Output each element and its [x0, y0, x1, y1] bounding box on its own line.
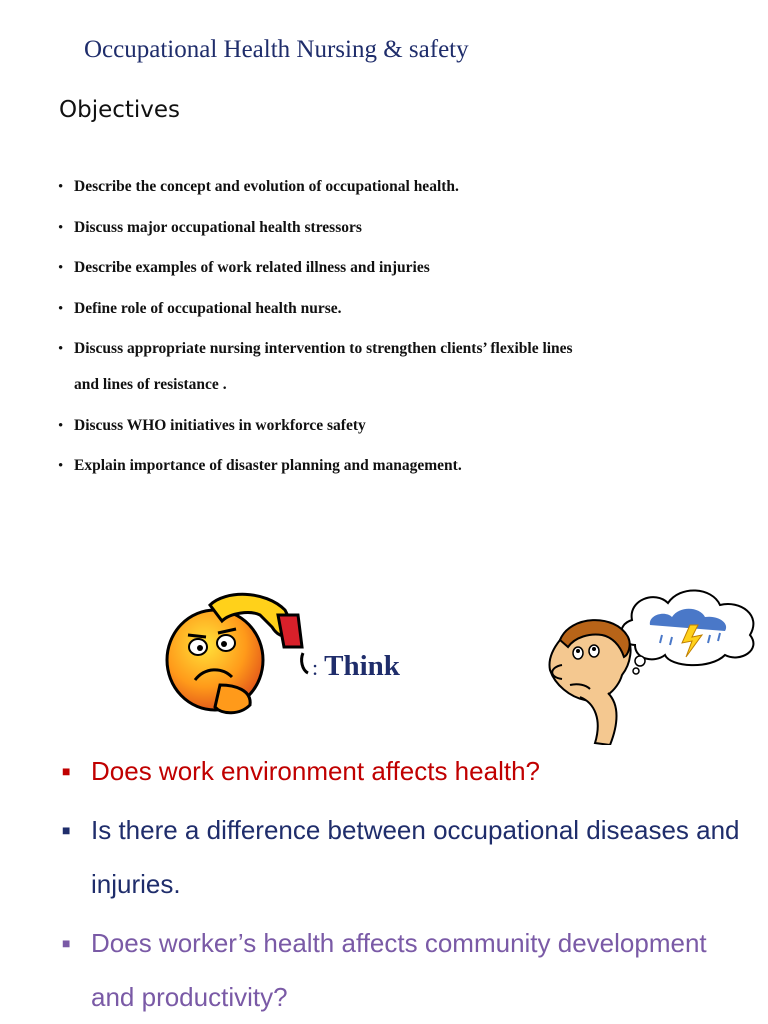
objective-text: Describe the concept and evolution of occupational health.: [74, 178, 459, 195]
bullet: •: [58, 417, 64, 434]
think-caption: : Think: [312, 650, 400, 682]
objective-item: [58, 249, 738, 287]
objective-text: Describe examples of work related illness and injuries: [74, 259, 430, 276]
question-text: Is there a difference between occupational diseases and injuries.: [91, 815, 740, 899]
objective-text: Explain importance of disaster planning and management.: [74, 457, 462, 474]
square-bullet: ■: [62, 763, 71, 779]
think-label: Think: [324, 650, 400, 682]
objective-text: Discuss WHO initiatives in workforce safety: [74, 416, 366, 434]
question-item: [62, 744, 752, 798]
objective-item: [58, 290, 738, 328]
objective-item: [58, 168, 738, 206]
bullet: •: [58, 341, 64, 357]
square-bullet: ■: [62, 822, 71, 838]
thinking-man-icon: [540, 585, 768, 745]
bullet: •: [58, 179, 64, 195]
bullet: •: [58, 300, 64, 317]
page-title: Occupational Health Nursing & safety: [84, 36, 469, 63]
objective-text: Discuss major occupational health stressors: [74, 218, 362, 236]
objective-text: Discuss appropriate nursing intervention to strengthen clients’ flexible lines: [74, 340, 573, 357]
question-item: [62, 916, 752, 1024]
question-text: Does work environment affects health?: [91, 756, 540, 786]
question-text: Does worker’s health affects community development and productivity?: [91, 928, 707, 1012]
objective-text: Define role of occupational health nurse.: [74, 299, 342, 317]
objectives-list: [58, 168, 738, 488]
objective-item: [58, 447, 738, 485]
objective-text-continued: and lines of resistance .: [74, 376, 227, 393]
confused-face-icon: [160, 585, 315, 725]
bullet: •: [58, 458, 64, 474]
objective-item: [58, 209, 738, 247]
bullet: •: [58, 219, 64, 236]
objectives-heading: Objectives: [59, 97, 181, 123]
bullet: •: [58, 260, 64, 276]
question-item: [62, 803, 752, 911]
objective-item: [58, 407, 738, 445]
storm-cloud-icon: [621, 590, 753, 674]
square-bullet: ■: [62, 935, 71, 951]
objective-item: [58, 330, 738, 404]
